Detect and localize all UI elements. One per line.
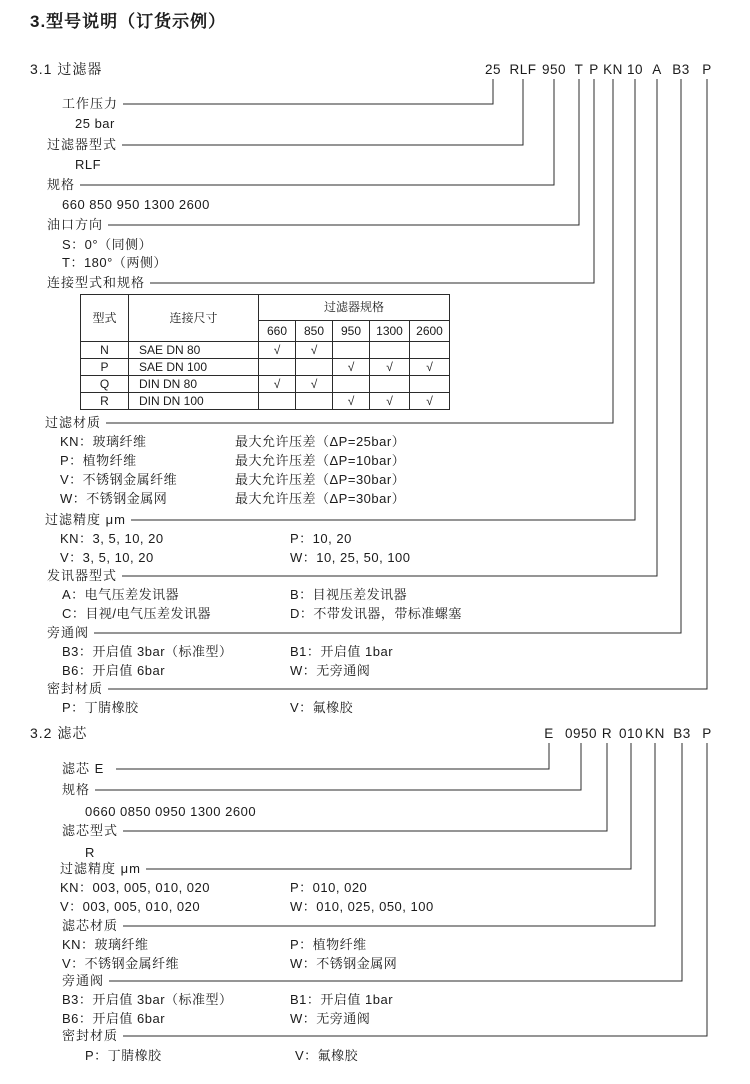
material-option: P：植物纤维 — [290, 937, 367, 952]
field-label-precision: 过滤精度 μm — [45, 512, 131, 527]
order-code-token-size: 950 — [541, 62, 567, 77]
table-cell-check: √ — [259, 376, 296, 393]
field-label-filter-type: 过滤器型式 — [47, 137, 122, 152]
table-row-n — [81, 342, 450, 359]
table-cell-check — [370, 376, 410, 393]
order-code-token-material: KN — [603, 62, 623, 77]
field-label-size: 规格 — [62, 782, 95, 797]
precision-option: W：10, 25, 50, 100 — [290, 550, 411, 565]
indicator-option: B：目视压差发讯器 — [290, 587, 408, 602]
table-cell-check: √ — [370, 359, 410, 376]
material-item-name: P：植物纤维 — [60, 453, 137, 468]
field-value-element-type: R — [85, 845, 95, 860]
table-cell-check: √ — [296, 342, 333, 359]
field-label-seal: 密封材质 — [62, 1028, 123, 1043]
material-item-note: 最大允许压差（ΔP=30bar） — [235, 491, 406, 506]
material-item-name: V：不锈钢金属纤维 — [60, 472, 178, 487]
precision-option: KN：3, 5, 10, 20 — [60, 531, 164, 546]
table-cell-check: √ — [333, 359, 370, 376]
seal-option: P：丁腈橡胶 — [85, 1048, 162, 1063]
table-cell-check: √ — [296, 376, 333, 393]
field-label-bypass: 旁通阀 — [47, 625, 94, 640]
field-label-element: 滤芯 E — [62, 761, 109, 776]
section-1-heading: 3.1 过滤器 — [30, 61, 103, 77]
table-cell-type: N — [81, 342, 129, 359]
field-label-element-material: 滤芯材质 — [62, 918, 123, 933]
bypass-option: B6：开启值 6bar — [62, 1011, 166, 1026]
table-header-filter-spec: 过滤器规格 — [259, 295, 450, 321]
seal-option: P：丁腈橡胶 — [62, 700, 139, 715]
order-code-token-precision: 10 — [626, 62, 644, 77]
section-2-heading: 3.2 滤芯 — [30, 725, 88, 741]
table-cell-check — [259, 393, 296, 410]
material-option: KN：玻璃纤维 — [62, 937, 149, 952]
table-cell-check: √ — [410, 393, 450, 410]
precision-option: W：010, 025, 050, 100 — [290, 899, 434, 914]
order-code-token-connection: P — [589, 62, 599, 77]
bypass-option: B3：开启值 3bar（标准型） — [62, 644, 233, 659]
table-header-size-1300: 1300 — [370, 321, 410, 342]
option-port-s: S：0°（同侧） — [62, 237, 153, 252]
table-cell-check: √ — [410, 359, 450, 376]
field-label-size: 规格 — [47, 177, 80, 192]
precision-option: P：10, 20 — [290, 531, 352, 546]
field-label-working-pressure: 工作压力 — [62, 96, 123, 111]
table-cell-check — [296, 393, 333, 410]
table-cell-check: √ — [259, 342, 296, 359]
material-item-note: 最大允许压差（ΔP=30bar） — [235, 472, 406, 487]
order-code-token-port: T — [574, 62, 584, 77]
precision-option: V：3, 5, 10, 20 — [60, 550, 154, 565]
order-code-token-pressure: 25 — [484, 62, 502, 77]
table-cell-conn: DIN DN 100 — [129, 393, 259, 410]
table-row-q — [81, 376, 450, 393]
bypass-option: B3：开启值 3bar（标准型） — [62, 992, 233, 1007]
material-item-name: W：不锈钢金属网 — [60, 491, 168, 506]
table-header-type: 型式 — [81, 295, 129, 342]
table-cell-check — [333, 376, 370, 393]
page-title: 3.型号说明（订货示例） — [30, 12, 227, 31]
order-code-token-seal: P — [702, 726, 712, 741]
order-code-token-element-type: R — [601, 726, 613, 741]
field-value-filter-type: RLF — [75, 157, 102, 172]
table-row-r — [81, 393, 450, 410]
field-label-element-type: 滤芯型式 — [62, 823, 123, 838]
material-option: V：不锈钢金属纤维 — [62, 956, 180, 971]
table-header-conn-size: 连接尺寸 — [129, 295, 259, 342]
indicator-option: C：目视/电气压差发讯器 — [62, 606, 212, 621]
table-cell-conn: SAE DN 100 — [129, 359, 259, 376]
table-cell-check — [333, 342, 370, 359]
order-code-token-element: E — [544, 726, 554, 741]
connection-table — [80, 294, 450, 410]
bypass-option: W：无旁通阀 — [290, 1011, 371, 1026]
seal-option: V：氟橡胶 — [290, 700, 354, 715]
indicator-option: D：不带发讯器，带标准螺塞 — [290, 606, 462, 621]
bypass-option: W：无旁通阀 — [290, 663, 371, 678]
order-code-token-material: KN — [645, 726, 665, 741]
table-cell-type: R — [81, 393, 129, 410]
field-value-size: 0660 0850 0950 1300 2600 — [85, 804, 257, 819]
table-cell-check — [370, 342, 410, 359]
material-option: W：不锈钢金属网 — [290, 956, 398, 971]
order-code-token-bypass: B3 — [672, 62, 690, 77]
bypass-option: B1：开启值 1bar — [290, 992, 394, 1007]
field-label-filter-material: 过滤材质 — [45, 415, 106, 430]
table-header-size-850: 850 — [296, 321, 333, 342]
table-cell-check — [410, 342, 450, 359]
precision-option: V：003, 005, 010, 020 — [60, 899, 201, 914]
field-label-connection: 连接型式和规格 — [47, 275, 150, 290]
field-value-working-pressure: 25 bar — [75, 116, 115, 131]
table-cell-check — [410, 376, 450, 393]
field-label-port-direction: 油口方向 — [47, 217, 108, 232]
table-cell-type: Q — [81, 376, 129, 393]
order-code-token-indicator: A — [652, 62, 662, 77]
indicator-option: A：电气压差发讯器 — [62, 587, 180, 602]
material-item-note: 最大允许压差（ΔP=10bar） — [235, 453, 406, 468]
field-label-bypass: 旁通阀 — [62, 973, 109, 988]
option-port-t: T：180°（两侧） — [62, 255, 167, 270]
material-item-name: KN：玻璃纤维 — [60, 434, 147, 449]
table-cell-check — [296, 359, 333, 376]
order-code-token-size: 0950 — [564, 726, 598, 741]
table-header-row — [81, 295, 450, 321]
precision-option: KN：003, 005, 010, 020 — [60, 880, 210, 895]
table-cell-check — [259, 359, 296, 376]
table-header-size-2600: 2600 — [410, 321, 450, 342]
bypass-option: B1：开启值 1bar — [290, 644, 394, 659]
field-label-indicator: 发讯器型式 — [47, 568, 122, 583]
table-header-size-950: 950 — [333, 321, 370, 342]
field-label-seal: 密封材质 — [47, 681, 108, 696]
order-code-token-bypass: B3 — [673, 726, 691, 741]
table-cell-check: √ — [370, 393, 410, 410]
field-label-precision: 过滤精度 μm — [60, 861, 146, 876]
table-row-p — [81, 359, 450, 376]
material-item-note: 最大允许压差（ΔP=25bar） — [235, 434, 406, 449]
table-cell-check: √ — [333, 393, 370, 410]
table-header-size-660: 660 — [259, 321, 296, 342]
order-code-token-precision: 010 — [618, 726, 644, 741]
seal-option: V：氟橡胶 — [295, 1048, 359, 1063]
order-code-token-seal: P — [702, 62, 712, 77]
table-cell-conn: DIN DN 80 — [129, 376, 259, 393]
bypass-option: B6：开启值 6bar — [62, 663, 166, 678]
field-value-size: 660 850 950 1300 2600 — [62, 197, 210, 212]
table-cell-type: P — [81, 359, 129, 376]
precision-option: P：010, 020 — [290, 880, 368, 895]
order-code-token-type: RLF — [509, 62, 537, 77]
table-cell-conn: SAE DN 80 — [129, 342, 259, 359]
